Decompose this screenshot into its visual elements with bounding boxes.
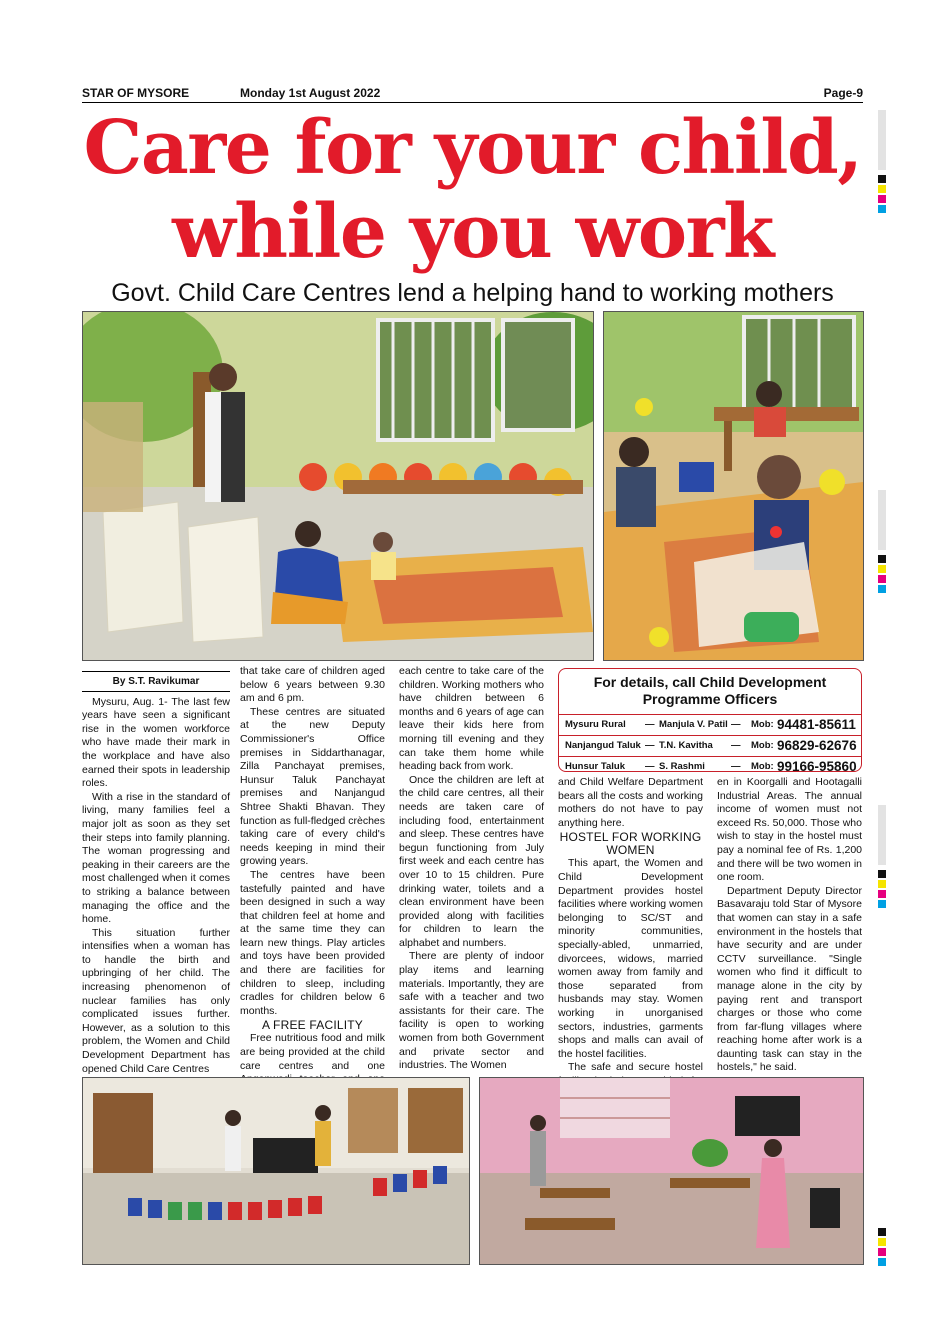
registration-swatch: [878, 900, 886, 908]
contact-place: Hunsur Taluk: [565, 761, 625, 772]
contact-row: [559, 714, 861, 735]
contact-place: Mysuru Rural: [565, 719, 626, 730]
article-column-5: [717, 776, 862, 1075]
paragraph: Once the children are left at the child care centres, all their needs are taken care of including food, entertainment and sleep. These centres have begun functioning from July first week and each centre has over 10 to 15 children. Pure drinking water, toilets and a clean environment have been provided along with facilities for children to learn the alphabet and numbers.: [399, 773, 544, 949]
photo-hall-with-chairs: [82, 1077, 470, 1265]
paragraph: Mysuru, Aug. 1- The last few years have seen a significant rise in the women workforce who have made their mark in the workplace and have also earned their spots in leadership roles.: [82, 695, 230, 790]
section-heading-hostel: HOSTEL FOR WORKING WOMEN: [559, 830, 702, 858]
registration-bar-1: [878, 110, 886, 170]
paragraph: Free nutritious food and milk are being provided at the child care centres and one: [240, 1032, 385, 1072]
issue-date: Monday 1st August 2022: [240, 86, 381, 100]
contact-dash: —: [731, 719, 741, 730]
contacts-title: For details, call Child Development Programme Officers: [593, 674, 827, 707]
registration-swatch: [878, 1238, 886, 1246]
contact-mob-label: Mob:: [751, 719, 774, 730]
paragraph: each centre to take care of the children. Working mothers who have children between 6 months and 6 years of age can leave their kids here from morning till evening and they can take them home while heading back from work.: [399, 665, 544, 773]
page-number: Page-9: [823, 86, 863, 100]
contact-officer: Manjula V. Patil: [659, 719, 728, 730]
paragraph: that take care of children aged below 6 years between 9.30 am and 6 pm.: [240, 665, 385, 705]
paragraph: Department Deputy Director Basavaraju told Star of Mysore that women can stay in a safe environment in the hostels that have security and are under CCTV surveillance. "Single women who find it difficult to manage alone in the city by paying rent and transport charges or those who come from far-flung villages where reaching home after work is a daunting task can stay in the hostels," he said.: [717, 884, 862, 1074]
photo-children-playing: [603, 311, 864, 661]
registration-swatch: [878, 175, 886, 183]
contact-dash: —: [731, 761, 741, 772]
masthead: [82, 86, 863, 103]
contact-dash: —: [645, 761, 655, 772]
paragraph: en in Koorgalli and Hootagalli Industrial Areas. The annual income of women must not exceed Rs. 50,000. Those who wish to stay in the hostel must pay a nominal fee of Rs. 1,200 and there will be two women in one room.: [717, 776, 862, 884]
article-column-2: [240, 665, 385, 1114]
registration-swatch: [878, 555, 886, 563]
publication-name: STAR OF MYSORE: [82, 86, 190, 100]
contact-officer: T.N. Kavitha: [659, 740, 713, 751]
registration-swatch: [878, 870, 886, 878]
contact-number: 94481-85611: [777, 717, 856, 732]
registration-swatch: [878, 1248, 886, 1256]
contact-dash: —: [645, 719, 655, 730]
registration-swatch: [878, 880, 886, 888]
headline: [70, 106, 875, 274]
section-heading-free-facility: A FREE FACILITY: [261, 1018, 364, 1033]
contact-number: 96829-62676: [777, 738, 857, 753]
article-column-4: [558, 776, 703, 1102]
registration-bar-2: [878, 490, 886, 550]
headline-line-2: while you work: [172, 189, 773, 275]
paragraph: This apart, the Women and Child Development Department provides hostel facilities where working women belonging to SC/ST and minority communities, specially-abled, unmarried, divorcees, widows, married women away from family and those separated from husbands may stay. Women working in unorganised sectors, industries, garments shops and malls can avail of the hostel facilities.: [558, 857, 703, 1060]
registration-bar-3: [878, 805, 886, 865]
paragraph: There are plenty of indoor play items and learning materials. Importantly, they are safe with a teacher and two assistants for their care. The facility is open to working women from both Government and private sector and industries. The Women: [399, 950, 544, 1072]
registration-swatch: [878, 890, 886, 898]
registration-swatch: [878, 585, 886, 593]
contact-row: [559, 735, 861, 756]
subheadline: Govt. Child Care Centres lend a helping hand to working mothers: [111, 279, 834, 307]
paragraph: These centres are situated at the new Deputy Commissioner's Office premises in Siddarthanagar, Zilla Panchayat premises, Hunsur Taluk Panchayat premises and Nanjangud Shtree Shakti Bhavan. They function as full-fledged crèches taking care of every child's needs keeping in mind their growing years.: [240, 705, 385, 868]
contact-dash: —: [645, 740, 655, 751]
contacts-box: [558, 668, 862, 772]
registration-swatch: [878, 205, 886, 213]
registration-swatch: [878, 195, 886, 203]
paragraph: The safe and secure hostel: [568, 1061, 703, 1074]
photo-childcare-room: [82, 311, 594, 661]
contact-mob-label: Mob:: [751, 740, 774, 751]
photo-classroom: [479, 1077, 864, 1265]
paragraph: The centres have been tastefully painted and have been designed in such a way that children feel at home and at the same time they can learn new things. Play articles and toys have been provided and there are facilities for children to sleep, including cradles for children below 6 months.: [240, 868, 385, 1017]
headline-line-1: Care for your child,: [83, 105, 862, 191]
paragraph: This situation further intensifies when a woman has to handle the birth and upbringing of her child. The increasing phenomenon of nuclear families has only complicated issues further. However, as a solution to this problem, the Women and Child Development Department has opened Child Care Centres: [82, 926, 230, 1075]
registration-swatch: [878, 1258, 886, 1266]
contact-mob-label: Mob:: [751, 761, 774, 772]
contact-number: 99166-95860: [777, 759, 857, 772]
article-column-3: [399, 665, 544, 1073]
paragraph: With a rise in the standard of living, many families feel a major jolt as soon as they set their steps into family planning. The woman progressing and peaking in their careers are the most challenged when it comes to striking a balance between managing the office and the home.: [82, 790, 230, 926]
registration-swatch: [878, 185, 886, 193]
contact-officer: S. Rashmi: [659, 761, 705, 772]
registration-swatch: [878, 575, 886, 583]
byline: By S.T. Ravikumar: [82, 671, 230, 692]
article-column-1: [82, 671, 230, 1076]
contact-place: Nanjangud Taluk: [565, 740, 641, 751]
registration-swatch: [878, 565, 886, 573]
contact-row: [559, 756, 861, 772]
contact-dash: —: [731, 740, 741, 751]
registration-swatch: [878, 1228, 886, 1236]
paragraph: and Child Welfare Department bears all the costs and working mothers do not have to pay anything here.: [558, 776, 703, 829]
